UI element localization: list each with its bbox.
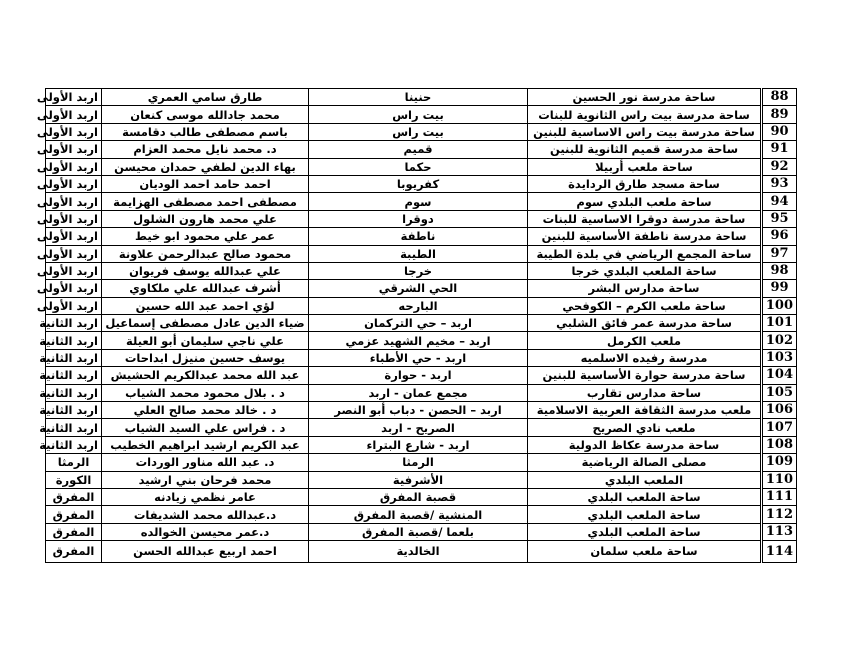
venue-cell: ساحة مدرسة دوقرا الاساسية للبنات: [528, 210, 762, 227]
district-cell: اربد الأولى: [46, 89, 102, 106]
table-row: [46, 89, 797, 106]
venue-cell: ساحة ملعب الكرم – الكوفحي: [528, 297, 762, 314]
table-row: [46, 402, 797, 419]
row-number: 103: [762, 349, 797, 366]
row-number: 110: [762, 471, 797, 488]
table-row: [46, 141, 797, 158]
area-cell: الصريح - اربد: [309, 419, 528, 436]
district-cell: اربد الثانية: [46, 402, 102, 419]
venue-cell: الملعب البلدي: [528, 471, 762, 488]
table-row: [46, 332, 797, 349]
district-cell: اربد الأولى: [46, 123, 102, 140]
person-cell: لؤي احمد عبد الله حسين: [102, 297, 309, 314]
row-number: 100: [762, 297, 797, 314]
table-row: [46, 262, 797, 279]
locations-table-body: [36, 89, 797, 563]
district-cell: اربد الأولى: [46, 245, 102, 262]
person-cell: د.عبدالله محمد الشديفات: [102, 506, 309, 523]
table-row: [46, 123, 797, 140]
district-cell: المفرق: [46, 541, 102, 563]
district-cell: اربد الثانية: [46, 384, 102, 401]
venue-cell: ساحة مدرسة قميم الثانوية للبنين: [528, 141, 762, 158]
venue-cell: ساحة مسجد طارق الردايدة: [528, 175, 762, 192]
row-number: 95: [762, 210, 797, 227]
row-number: 97: [762, 245, 797, 262]
venue-cell: ساحة الملعب البلدي خرجا: [528, 262, 762, 279]
venue-cell: ساحة مدرسة بيت راس الثانوية للبنات: [528, 106, 762, 123]
person-cell: د. محمد نايل محمد العزام: [102, 141, 309, 158]
person-cell: د. عبد الله مناور الوردات: [102, 454, 309, 471]
venue-cell: ساحة مدارس تقارب: [528, 384, 762, 401]
table-row: [46, 315, 797, 332]
venue-cell: ملعب مدرسة الثقافة العربية الاسلامية: [528, 402, 762, 419]
venue-cell: ساحة مدرسة عمر فائق الشلبي: [528, 315, 762, 332]
person-cell: علي ناجي سليمان أبو العيلة: [102, 332, 309, 349]
person-cell: يوسف حسين منيزل ابداحات: [102, 349, 309, 366]
area-cell: دوقرا: [309, 210, 528, 227]
row-number: 104: [762, 367, 797, 384]
person-cell: عامر نظمي زيادنه: [102, 488, 309, 505]
table-row: [46, 297, 797, 314]
row-number: 112: [762, 506, 797, 523]
row-number: 109: [762, 454, 797, 471]
venue-cell: ساحة ملعب البلدي سوم: [528, 193, 762, 210]
venue-cell: ساحة مدارس البشر: [528, 280, 762, 297]
district-cell: اربد الأولى: [46, 141, 102, 158]
district-cell: المفرق: [46, 488, 102, 505]
row-number: 98: [762, 262, 797, 279]
district-cell: اربد الثانية: [46, 315, 102, 332]
area-cell: اربد - حوارة: [309, 367, 528, 384]
table-row: [46, 419, 797, 436]
venue-cell: ساحة الملعب البلدي: [528, 523, 762, 540]
person-cell: احمد حامد احمد الوديان: [102, 175, 309, 192]
venue-cell: ملعب نادي الصريح: [528, 419, 762, 436]
district-cell: اربد الثانية: [46, 349, 102, 366]
table-row: [46, 106, 797, 123]
person-cell: محمد فرحان بني ارشيد: [102, 471, 309, 488]
venue-cell: ساحة الملعب البلدي: [528, 506, 762, 523]
area-cell: الرمثا: [309, 454, 528, 471]
district-cell: اربد الأولى: [46, 158, 102, 175]
person-cell: علي محمد هارون الشلول: [102, 210, 309, 227]
row-number: 96: [762, 228, 797, 245]
table-row: [46, 384, 797, 401]
row-number: 89: [762, 106, 797, 123]
district-cell: اربد الثانية: [46, 419, 102, 436]
venue-cell: ساحة مدرسة ناطفة الأساسية للبنين: [528, 228, 762, 245]
venue-cell: ساحة مدرسة نور الحسين: [528, 89, 762, 106]
area-cell: خرجا: [309, 262, 528, 279]
venue-cell: ساحة مدرسة عكاظ الدولية: [528, 436, 762, 453]
table-row: [46, 349, 797, 366]
table-row: [46, 523, 797, 540]
table-row: [46, 175, 797, 192]
person-cell: مصطفى احمد مصطفى الهزايمة: [102, 193, 309, 210]
table-row: [46, 245, 797, 262]
area-cell: بلعما /قصبة المفرق: [309, 523, 528, 540]
row-number: 111: [762, 488, 797, 505]
district-cell: الرمثا: [46, 454, 102, 471]
area-cell: اربد – الحصن - دباب أبو النصر: [309, 402, 528, 419]
person-cell: د.عمر محيسن الخوالده: [102, 523, 309, 540]
row-number: 108: [762, 436, 797, 453]
row-number: 99: [762, 280, 797, 297]
area-cell: الخالدية: [309, 541, 528, 563]
district-cell: اربد الأولى: [46, 210, 102, 227]
venue-cell: ساحة الملعب البلدي: [528, 488, 762, 505]
person-cell: أشرف عبدالله علي ملكاوي: [102, 280, 309, 297]
person-cell: عبد الكريم ارشيد ابراهيم الخطيب: [102, 436, 309, 453]
district-cell: المفرق: [46, 523, 102, 540]
area-cell: اربد - حي الأطباء: [309, 349, 528, 366]
district-cell: اربد الأولى: [46, 280, 102, 297]
area-cell: ناطفة: [309, 228, 528, 245]
person-cell: د . خالد محمد صالح العلي: [102, 402, 309, 419]
person-cell: عمر علي محمود ابو خيط: [102, 228, 309, 245]
row-number: 92: [762, 158, 797, 175]
area-cell: الطيبة: [309, 245, 528, 262]
venue-cell: مصلى الصالة الرياضية: [528, 454, 762, 471]
area-cell: اربد - شارع البتراء: [309, 436, 528, 453]
table-row: [46, 228, 797, 245]
row-number: 88: [762, 89, 797, 106]
person-cell: محمود صالح عبدالرحمن علاونة: [102, 245, 309, 262]
table-row: [46, 541, 797, 563]
row-number: 90: [762, 123, 797, 140]
district-cell: اربد الأولى: [46, 106, 102, 123]
person-cell: احمد اربيع عبدالله الحسن: [102, 541, 309, 563]
district-cell: المفرق: [46, 506, 102, 523]
venue-cell: ساحة ملعب أربيلا: [528, 158, 762, 175]
person-cell: علي عبدالله يوسف فريوان: [102, 262, 309, 279]
venue-cell: ساحة ملعب سلمان: [528, 541, 762, 563]
venue-cell: ساحة مدرسة حوارة الأساسية للبنين: [528, 367, 762, 384]
table-row: [46, 454, 797, 471]
district-cell: اربد الأولى: [46, 297, 102, 314]
person-cell: ضياء الدين عادل مصطفى إسماعيل: [102, 315, 309, 332]
district-cell: اربد الأولى: [46, 193, 102, 210]
area-cell: الأشرفية: [309, 471, 528, 488]
area-cell: حكما: [309, 158, 528, 175]
venue-cell: ساحة المجمع الرياضي في بلدة الطيبة: [528, 245, 762, 262]
table-row: [46, 436, 797, 453]
area-cell: بيت راس: [309, 106, 528, 123]
area-cell: كفريوبا: [309, 175, 528, 192]
area-cell: البارحه: [309, 297, 528, 314]
area-cell: قميم: [309, 141, 528, 158]
table-row: [46, 193, 797, 210]
row-number: 105: [762, 384, 797, 401]
person-cell: عبد الله محمد عبدالكريم الحشيش: [102, 367, 309, 384]
district-cell: الكورة: [46, 471, 102, 488]
row-number: 113: [762, 523, 797, 540]
table-row: [46, 488, 797, 505]
district-cell: اربد الثانية: [46, 367, 102, 384]
table-row: [46, 471, 797, 488]
row-number: 102: [762, 332, 797, 349]
district-cell: اربد الأولى: [46, 228, 102, 245]
table-row: [46, 210, 797, 227]
area-cell: سوم: [309, 193, 528, 210]
person-cell: باسم مصطفى طالب دقامسة: [102, 123, 309, 140]
area-cell: مجمع عمان - اربد: [309, 384, 528, 401]
venue-cell: ملعب الكرمل: [528, 332, 762, 349]
row-number: 114: [762, 541, 797, 563]
row-number: 106: [762, 402, 797, 419]
person-cell: د . بلال محمود محمد الشياب: [102, 384, 309, 401]
venue-cell: مدرسة رفيده الاسلميه: [528, 349, 762, 366]
row-number: 101: [762, 315, 797, 332]
area-cell: الحي الشرقي: [309, 280, 528, 297]
area-cell: المنشية /قصبة المفرق: [309, 506, 528, 523]
area-cell: قصبة المفرق: [309, 488, 528, 505]
table-row: [46, 280, 797, 297]
venue-cell: ساحة مدرسة بيت راس الاساسية للبنين: [528, 123, 762, 140]
district-cell: اربد الثانية: [46, 436, 102, 453]
person-cell: طارق سامي العمري: [102, 89, 309, 106]
area-cell: بيت راس: [309, 123, 528, 140]
row-number: 93: [762, 175, 797, 192]
district-cell: اربد الأولى: [46, 175, 102, 192]
person-cell: د . فراس علي السيد الشياب: [102, 419, 309, 436]
district-cell: اربد الثانية: [46, 332, 102, 349]
row-number: 91: [762, 141, 797, 158]
person-cell: محمد جادالله موسى كنعان: [102, 106, 309, 123]
table-row: [46, 158, 797, 175]
area-cell: اربد – مخيم الشهيد عزمي: [309, 332, 528, 349]
row-number: 94: [762, 193, 797, 210]
row-number: 107: [762, 419, 797, 436]
area-cell: حنينا: [309, 89, 528, 106]
table-row: [46, 367, 797, 384]
district-cell: اربد الأولى: [46, 262, 102, 279]
locations-table: [36, 88, 797, 563]
table-row: [46, 506, 797, 523]
area-cell: اربد – حي التركمان: [309, 315, 528, 332]
person-cell: بهاء الدين لطفي حمدان محيسن: [102, 158, 309, 175]
